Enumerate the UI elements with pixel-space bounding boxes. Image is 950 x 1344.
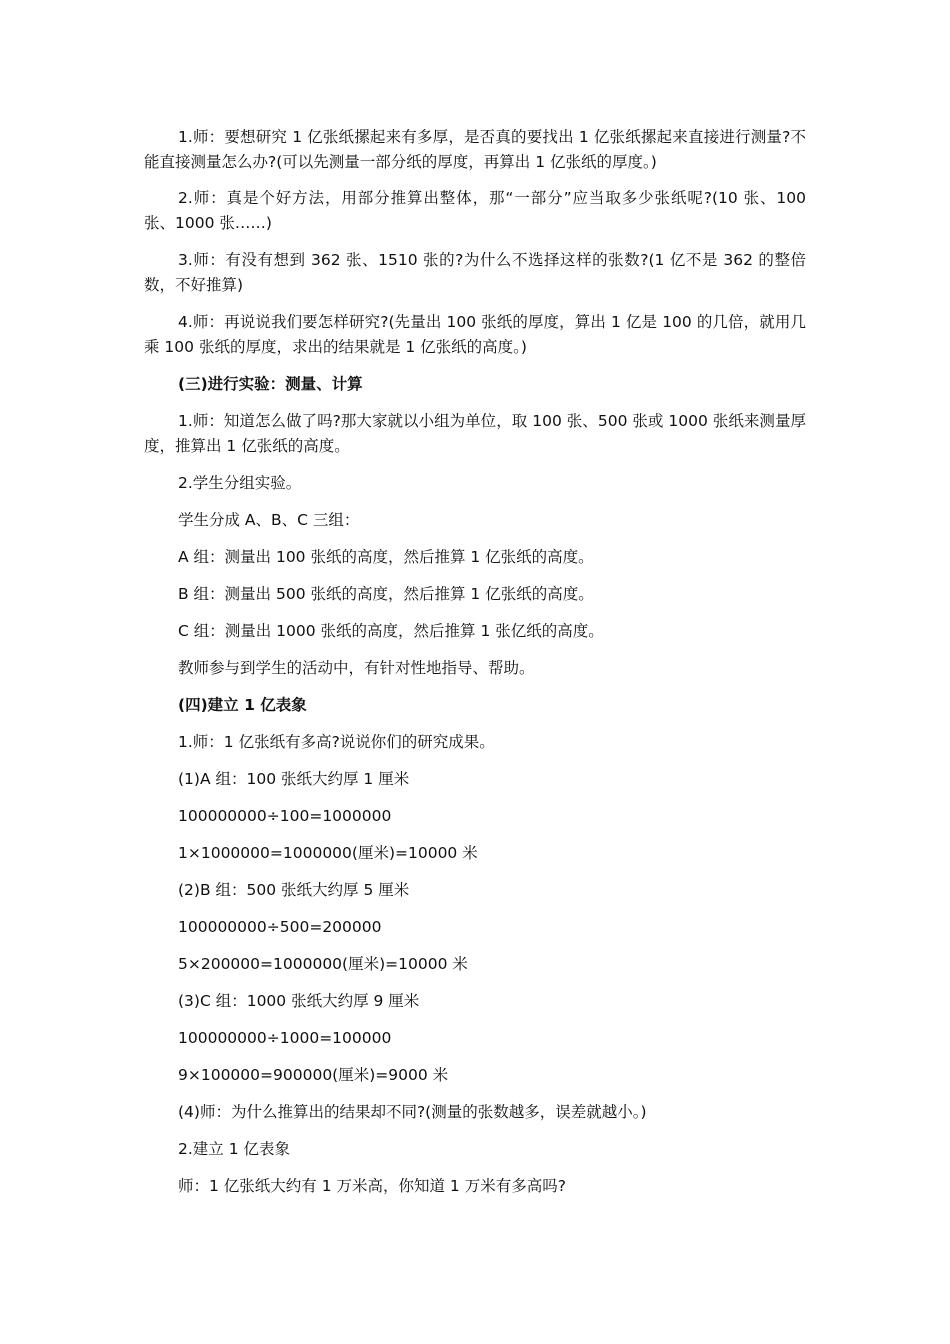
paragraph-error-question: (4)师：为什么推算出的结果却不同?(测量的张数越多，误差就越小。)	[178, 1103, 647, 1121]
paragraph-build-representation: 2.建立 1 亿表象	[178, 1140, 291, 1158]
paragraph-teacher-q2: 2.师：真是个好方法，用部分推算出整体，那“一部分”应当取多少张纸呢?(10 张、100 张、1000 张……)	[144, 189, 806, 232]
section-heading-representation: (四)建立 1 亿表象	[178, 696, 307, 714]
paragraph-result-c-title: (3)C 组：1000 张纸大约厚 9 厘米	[178, 992, 420, 1010]
paragraph-group-experiment: 2.学生分组实验。	[178, 474, 302, 492]
paragraph-group-a: A 组：测量出 100 张纸的高度，然后推算 1 亿张纸的高度。	[178, 548, 594, 566]
paragraph-teacher-guidance: 教师参与到学生的活动中，有针对性地指导、帮助。	[178, 659, 535, 677]
paragraph-groups-intro: 学生分成 A、B、C 三组：	[178, 511, 360, 529]
paragraph-teacher-q1: 1.师：要想研究 1 亿张纸摞起来有多厚，是否真的要找出 1 亿张纸摞起来直接进行测量?不能直接测量怎么办?(可以先测量一部分纸的厚度，再算出 1 亿张纸的厚度。)	[144, 128, 806, 171]
paragraph-results-question: 1.师：1 亿张纸有多高?说说你们的研究成果。	[178, 733, 495, 751]
paragraph-result-a-title: (1)A 组：100 张纸大约厚 1 厘米	[178, 770, 410, 788]
paragraph-final-question: 师：1 亿张纸大约有 1 万米高，你知道 1 万米有多高吗?	[178, 1177, 566, 1195]
equation-a-multiplication: 1×1000000=1000000(厘米)=10000 米	[178, 844, 478, 862]
paragraph-group-b: B 组：测量出 500 张纸的高度，然后推算 1 亿张纸的高度。	[178, 585, 594, 603]
paragraph-teacher-q3: 3.师：有没有想到 362 张、1510 张的?为什么不选择这样的张数?(1 亿不是 362 的整倍数，不好推算)	[144, 251, 806, 294]
paragraph-group-c: C 组：测量出 1000 张纸的高度，然后推算 1 张亿纸的高度。	[178, 622, 604, 640]
paragraph-result-b-title: (2)B 组：500 张纸大约厚 5 厘米	[178, 881, 410, 899]
section-heading-experiment: (三)进行实验：测量、计算	[178, 375, 363, 393]
equation-b-division: 100000000÷500=200000	[178, 918, 382, 936]
equation-b-multiplication: 5×200000=1000000(厘米)=10000 米	[178, 955, 468, 973]
paragraph-teacher-q4: 4.师：再说说我们要怎样研究?(先量出 100 张纸的厚度，算出 1 亿是 100 的几倍，就用几乘 100 张纸的厚度，求出的结果就是 1 亿张纸的高度。)	[144, 313, 806, 356]
paragraph-experiment-instruction: 1.师：知道怎么做了吗?那大家就以小组为单位，取 100 张、500 张或 1000 张纸来测量厚度，推算出 1 亿张纸的高度。	[144, 412, 806, 455]
equation-c-multiplication: 9×100000=900000(厘米)=9000 米	[178, 1066, 449, 1084]
equation-a-division: 100000000÷100=1000000	[178, 807, 392, 825]
equation-c-division: 100000000÷1000=100000	[178, 1029, 392, 1047]
